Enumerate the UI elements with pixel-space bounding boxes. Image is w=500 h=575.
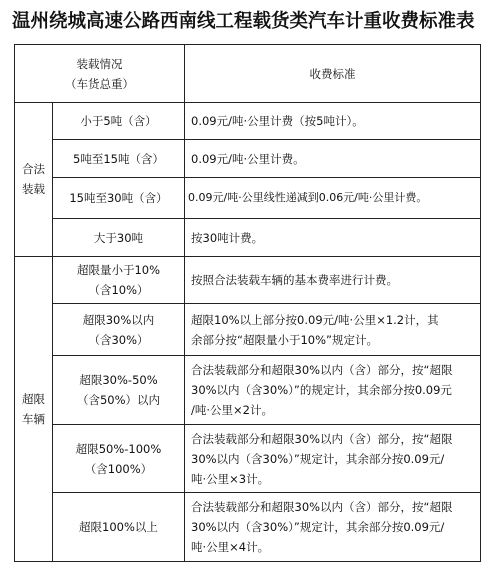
load-cell [53, 493, 185, 562]
legal-group-line1: 合法 [22, 162, 45, 177]
fee-line: 合法装载部分和超限30%以内（含）部分，按“超限 [191, 500, 453, 515]
overlimit-group-line2: 车辆 [22, 411, 45, 426]
table-row [15, 424, 481, 493]
fee-cell: 按30吨计费。 [185, 219, 481, 256]
load-line: （含10%） [88, 283, 149, 298]
load-cell: 小于5吨（含） [53, 103, 185, 140]
fee-cell: 0.09元/吨·公里计费。 [185, 140, 481, 177]
table-row [15, 103, 481, 140]
fee-line: 吨·公里×4计。 [191, 540, 270, 555]
fee-cell [185, 256, 481, 304]
table-row [15, 256, 481, 304]
fee-line: 合法装载部分和超限30%以内（含）部分，按“超限 [191, 431, 453, 446]
load-line: （含30%） [88, 332, 149, 347]
overlimit-group-line1: 超限 [22, 391, 45, 406]
table-row [15, 219, 481, 256]
load-cell [53, 256, 185, 304]
load-line: 超限量小于10% [76, 263, 161, 278]
load-header-line2: （车货总重） [65, 76, 134, 91]
fee-cell: 0.09元/吨·公里线性递减到0.06元/吨·公里计费。 [185, 177, 481, 219]
fee-line: /吨·公里×2计。 [191, 403, 273, 418]
fee-line: 余部分按“超限量小于10%”规定计。 [191, 332, 378, 347]
table-row [15, 140, 481, 177]
table-row [15, 177, 481, 219]
fee-cell [185, 424, 481, 493]
fee-line: 按照合法装载车辆的基本费率进行计费。 [191, 273, 398, 288]
table-row [15, 493, 481, 562]
legal-load-group-label [15, 103, 53, 257]
load-header-line1: 装载情况 [76, 56, 123, 71]
load-condition-header [15, 45, 185, 103]
table-row [15, 356, 481, 425]
page-title: 温州绕城高速公路西南线工程载货类汽车计重收费标准表 [12, 11, 475, 32]
load-cell: 5吨至15吨（含） [53, 140, 185, 177]
load-cell: 大于30吨 [53, 219, 185, 256]
table-header-row [15, 45, 481, 103]
fee-line: 30%以内（含30%）”规定计，其余部分按0.09元/ [191, 520, 445, 535]
fee-standard-header: 收费标准 [185, 45, 481, 103]
fee-line: 合法装载部分和超限30%以内（含）部分，按“超限 [191, 363, 453, 378]
load-cell [53, 356, 185, 425]
fee-line: 30%以内（含30%）”规定计，其余部分按0.09元/ [191, 451, 445, 466]
fee-cell [185, 356, 481, 425]
load-line: （含50%）以内 [76, 393, 161, 408]
load-line: （含100%） [84, 461, 153, 476]
fee-line: 超限10%以上部分按0.09元/吨·公里×1.2计，其 [191, 312, 439, 327]
load-cell: 15吨至30吨（含） [53, 177, 185, 219]
fee-cell: 0.09元/吨·公里计费（按5吨计）。 [185, 103, 481, 140]
legal-group-line2: 装载 [22, 182, 45, 197]
table-row [15, 304, 481, 356]
load-cell [53, 424, 185, 493]
fee-cell [185, 304, 481, 356]
fee-line: 吨·公里×3计。 [191, 471, 270, 486]
load-line: 超限30%-50% [79, 373, 158, 388]
load-line: 超限50%-100% [75, 441, 162, 456]
fee-standard-table [14, 44, 481, 562]
overlimit-group-label [15, 256, 53, 561]
fee-line: 30%以内（含30%）”的规定计，其余部分按0.09元 [191, 383, 452, 398]
load-line: 超限30%以内 [82, 312, 155, 327]
load-cell [53, 304, 185, 356]
fee-cell [185, 493, 481, 562]
load-line: 超限100%以上 [79, 520, 158, 535]
